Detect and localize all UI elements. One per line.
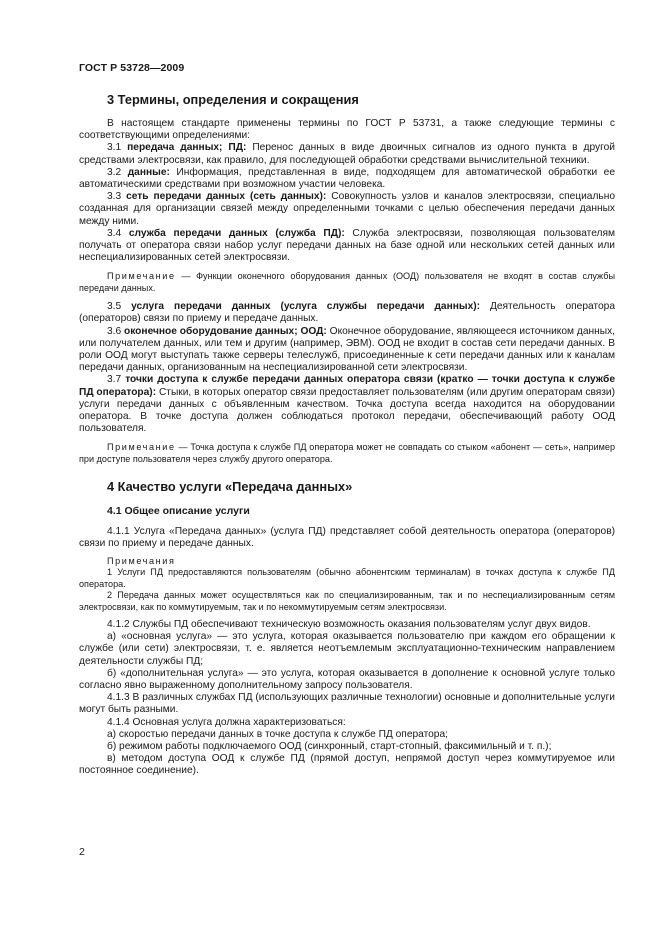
note-label: Примечание	[107, 442, 176, 453]
term-name: услуга передачи данных (услуга службы передачи данных):	[131, 301, 481, 313]
section-3-intro: В настоящем стандарте применены термины по ГОСТ Р 53731, а также следующие термины с соответствующими определениями:	[79, 118, 615, 142]
note-item-1: 1 Услуги ПД предоставляются пользователям (обычно абонентским терминалам) в точках доступа к службе ПД оператора.	[79, 567, 615, 589]
clause-4-1-2-b: б) «дополнительная услуга» — это услуга, которая оказывается в дополнение к основной услуге только согласно явно выраженному дополнительному запросу пользователя.	[79, 667, 615, 691]
section-3-title: 3 Термины, определения и сокращения	[107, 92, 359, 107]
term-number: 3.7	[107, 374, 126, 386]
clause-4-1-2: 4.1.2 Службы ПД обеспечивают техническую возможность оказания пользователям услуг двух видов.	[107, 618, 591, 630]
note-3-7	[79, 442, 615, 465]
term-number: 3.6	[107, 325, 124, 337]
document-body	[79, 92, 615, 778]
term-name: данные:	[127, 166, 170, 178]
term-definition: Служба электросвязи, позволяющая пользователям получать от оператора связи набор услуг передачи данных на базе одной или нескольких сетей данных или неспециализированных сетей электросвязи.	[79, 227, 615, 264]
notes-label: Примечания	[107, 555, 176, 566]
term-definition: Деятельность оператора (операторов) связи по приему и передаче данных.	[79, 301, 615, 325]
note-item-2: 2 Передача данных может осуществляться как по специализированным, так и по неспециализированным сетям электросвязи, как по коммутируемым, так и по некоммутируемым сетям электросвязи.	[79, 590, 615, 612]
term-definition: Информация, представленная в виде, подходящем для автоматической обработки ее автоматическими средствами при возможном участии человека.	[79, 166, 615, 191]
term-name: сеть передачи данных (сеть данных):	[126, 191, 327, 203]
note-label: Примечание	[107, 271, 176, 282]
clause-4-1-4-a: а) скоростью передачи данных в точке доступа к службе ПД оператора;	[107, 728, 448, 740]
clause-4-1-4-c: в) методом доступа ООД к службе ПД (прямой доступ, непрямой доступ через коммутируемое или постоянное соединение).	[79, 753, 615, 777]
term-number: 3.1	[107, 142, 128, 154]
term-name: служба передачи данных (служба ПД):	[128, 227, 345, 239]
clause-4-1-4-b: б) режимом работы подключаемого ООД (синхронный, старт-стопный, факсимильный и т. п.);	[107, 740, 552, 752]
term-number: 3.5	[107, 301, 132, 313]
term-number: 3.4	[107, 227, 129, 239]
clause-4-1-3: 4.1.3 В различных службах ПД (использующих различные технологии) основные и дополнительные услуги могут быть разными.	[79, 692, 615, 716]
term-3-1	[79, 142, 615, 166]
term-definition: Стыки, в которых оператор связи предоставляет пользователям (или другим операторам связи) услуги передачи данных с объявленным качеством. Точка доступа всегда находится на оборудовании оператора. В точке доступа должен соблюдаться протокол передачи, обеспечивающий работу ООД пользователя.	[79, 386, 616, 435]
term-name: передача данных; ПД:	[127, 142, 247, 154]
term-name: точки доступа к службе передачи данных оператора связи (кратко — точки доступа к службе ПД оператора):	[79, 374, 615, 398]
document-header: ГОСТ Р 53728—2009	[79, 62, 185, 74]
term-3-5	[79, 301, 615, 325]
clause-4-1-2-a: а) «основная услуга» — это услуга, которая оказывается пользователю при каждом его обращении к службе (или сети) электросвязи, т. е. является неотъемлемым эксплуатационно-техническим направлением деятельности службы ПД;	[79, 631, 615, 667]
term-3-2	[79, 167, 615, 191]
note-3-4	[79, 271, 615, 294]
note-text: — Точка доступа к службе ПД оператора может не совпадать со стыком «абонент — сеть», например при доступе пользователя через службу другого оператора.	[79, 442, 615, 464]
term-3-3	[79, 191, 615, 228]
clause-4-1-4: 4.1.4 Основная услуга должна характеризоваться:	[107, 716, 346, 728]
note-text: — Функции оконечного оборудования данных (ООД) пользователя не входят в состав службы передачи данных.	[79, 271, 615, 293]
clause-4-1-1: 4.1.1 Услуга «Передача данных» (услуга ПД) представляет собой деятельность оператора (операторов) связи по приему и передаче данных.	[79, 525, 615, 549]
page-number: 2	[79, 846, 85, 858]
term-3-4	[79, 228, 615, 265]
term-number: 3.3	[107, 191, 127, 203]
term-definition: Перенос данных в виде двоичных сигналов из одного пункта в другой средствами электросвязи, как правило, для последующей обработки средствами вычислительной техники.	[79, 142, 615, 166]
term-3-7	[79, 374, 615, 435]
term-name: оконечное оборудование данных; ООД:	[124, 325, 327, 337]
subsection-4-1-title: 4.1 Общее описание услуги	[107, 505, 250, 518]
term-definition: Оконечное оборудование, являющееся источником данных, или получателем данных, или тем и другим (например, ЭВМ). ООД не входит в состав сети передачи данных. В роли ООД могут выступать также серверы телеслужб, присоединенные к сети передачи данных или к каналам передачи данных, организованным на неспециализированной сети электросвязи.	[79, 325, 615, 374]
term-3-6	[79, 326, 615, 375]
term-number: 3.2	[107, 166, 128, 178]
term-definition: Совокупность узлов и каналов электросвязи, специально созданная для организации связей между определенными точками с целью обеспечения передачи данных между ними.	[79, 191, 615, 227]
section-4-title: 4 Качество услуги «Передача данных»	[107, 479, 353, 495]
